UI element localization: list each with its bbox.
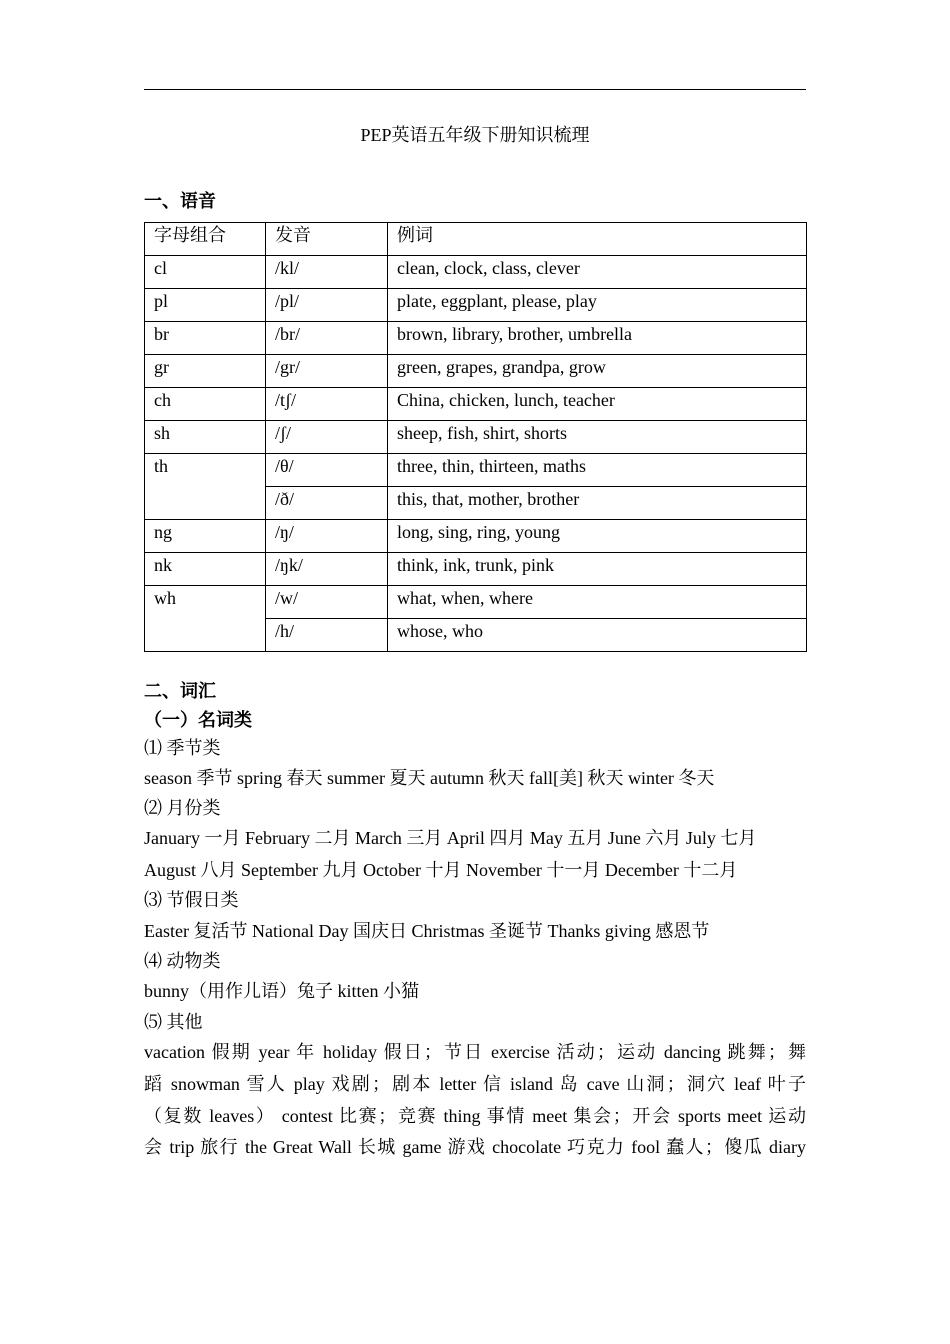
group-label: ⑴ 季节类 <box>144 738 221 758</box>
subsection-heading-nouns: （一）名词类 <box>144 710 252 730</box>
example-words: what, when, where <box>388 586 807 619</box>
sound: /tʃ/ <box>266 388 388 421</box>
table-header: 发音 <box>266 223 388 256</box>
group-label: ⑷ 动物类 <box>144 951 221 971</box>
group-label: ⑸ 其他 <box>144 1012 203 1032</box>
letter-combo: sh <box>145 421 266 454</box>
table-header-row <box>145 223 807 256</box>
phonetics-table <box>144 222 807 652</box>
letter-combo: ch <box>145 388 266 421</box>
letter-combo: ng <box>145 520 266 553</box>
vocab-line: season 季节 spring 春天 summer 夏天 autumn 秋天 fall[美] 秋天 winter 冬天 <box>144 768 715 788</box>
page-title: PEP英语五年级下册知识梳理 <box>360 125 590 145</box>
table-header: 例词 <box>388 223 807 256</box>
example-words: three, thin, thirteen, maths <box>388 454 807 487</box>
sound: /ŋ/ <box>266 520 388 553</box>
sound: /w/ <box>266 586 388 619</box>
letter-combo: cl <box>145 256 266 289</box>
vocab-line: 会 trip 旅行 the Great Wall 长城 game 游戏 chocolate 巧克力 fool 蠢人；傻瓜 diary <box>144 1137 806 1157</box>
example-words: sheep, fish, shirt, shorts <box>388 421 807 454</box>
letter-combo: nk <box>145 553 266 586</box>
example-words: China, chicken, lunch, teacher <box>388 388 807 421</box>
example-words: long, sing, ring, young <box>388 520 807 553</box>
table-row <box>145 586 807 619</box>
table-row <box>145 289 807 322</box>
sound: /ŋk/ <box>266 553 388 586</box>
letter-combo: wh <box>145 586 266 652</box>
example-words: green, grapes, grandpa, grow <box>388 355 807 388</box>
table-row <box>145 553 807 586</box>
sound: /ʃ/ <box>266 421 388 454</box>
example-words: brown, library, brother, umbrella <box>388 322 807 355</box>
sound: /h/ <box>266 619 388 652</box>
sound: /ð/ <box>266 487 388 520</box>
group-label: ⑶ 节假日类 <box>144 890 239 910</box>
vocab-line: bunny（用作儿语）兔子 kitten 小猫 <box>144 981 419 1001</box>
section-heading-vocabulary: 二、词汇 <box>144 681 216 701</box>
sound: /gr/ <box>266 355 388 388</box>
vocab-line: （复数 leaves） contest 比赛；竞赛 thing 事情 meet 集会；开会 sports meet 运动 <box>144 1106 806 1126</box>
table-row <box>145 388 807 421</box>
example-words: think, ink, trunk, pink <box>388 553 807 586</box>
table-header: 字母组合 <box>145 223 266 256</box>
letter-combo: th <box>145 454 266 520</box>
letter-combo: br <box>145 322 266 355</box>
sound: /br/ <box>266 322 388 355</box>
example-words: clean, clock, class, clever <box>388 256 807 289</box>
vocab-line: 蹈 snowman 雪人 play 戏剧；剧本 letter 信 island 岛 cave 山洞；洞穴 leaf 叶子 <box>144 1074 806 1094</box>
sound: /kl/ <box>266 256 388 289</box>
example-words: this, that, mother, brother <box>388 487 807 520</box>
table-row <box>145 322 807 355</box>
sound: /θ/ <box>266 454 388 487</box>
table-row <box>145 355 807 388</box>
table-row <box>145 421 807 454</box>
vocab-line: Easter 复活节 National Day 国庆日 Christmas 圣诞节 Thanks giving 感恩节 <box>144 921 710 941</box>
table-row <box>145 520 807 553</box>
vocab-line: August 八月 September 九月 October 十月 November 十一月 December 十二月 <box>144 860 738 880</box>
table-row <box>145 454 807 487</box>
example-words: whose, who <box>388 619 807 652</box>
example-words: plate, eggplant, please, play <box>388 289 807 322</box>
group-label: ⑵ 月份类 <box>144 798 221 818</box>
letter-combo: pl <box>145 289 266 322</box>
letter-combo: gr <box>145 355 266 388</box>
vocab-line: January 一月 February 二月 March 三月 April 四月 May 五月 June 六月 July 七月 <box>144 828 757 848</box>
table-row <box>145 256 807 289</box>
vocab-line: vacation 假期 year 年 holiday 假日；节日 exercise 活动；运动 dancing 跳舞；舞 <box>144 1042 806 1062</box>
section-heading-phonetics: 一、语音 <box>144 191 216 211</box>
sound: /pl/ <box>266 289 388 322</box>
header-rule <box>144 89 806 90</box>
